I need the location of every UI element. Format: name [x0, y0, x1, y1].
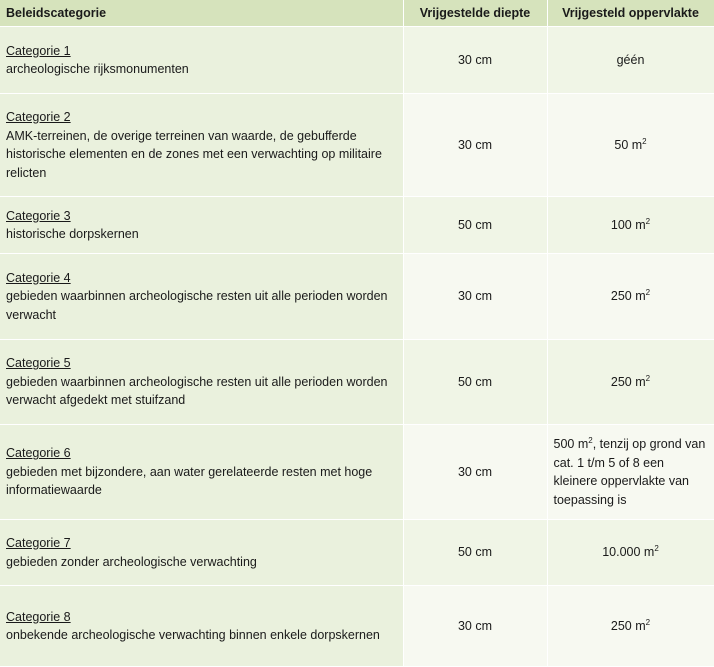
category-title: Categorie 5 — [6, 356, 71, 371]
depth-value: 30 cm — [457, 618, 493, 633]
category-title: Categorie 1 — [6, 43, 71, 58]
table-row — [0, 340, 714, 425]
table-row — [0, 425, 714, 520]
area-value: 50 m — [614, 137, 643, 152]
category-title: Categorie 6 — [6, 446, 71, 461]
category-title: Categorie 4 — [6, 270, 71, 285]
area-cell — [547, 254, 714, 340]
category-description: archeologische rijksmonumenten — [6, 62, 189, 76]
area-value: 250 m — [610, 618, 646, 633]
category-cell — [0, 27, 403, 94]
depth-value: 30 cm — [457, 52, 493, 67]
table-row — [0, 586, 714, 667]
depth-cell — [403, 425, 547, 520]
table-row — [0, 197, 714, 254]
category-cell — [0, 425, 403, 520]
depth-value: 50 cm — [457, 374, 493, 389]
area-cell — [547, 340, 714, 425]
category-description: gebieden waarbinnen archeologische resten uit alle perioden worden verwacht — [6, 289, 388, 322]
area-unit-superscript: 2 — [588, 436, 593, 445]
area-value: 10.000 m — [602, 545, 655, 560]
category-title: Categorie 2 — [6, 110, 71, 124]
category-cell — [0, 254, 403, 340]
area-value: géén — [616, 52, 645, 67]
depth-cell — [403, 520, 547, 586]
area-unit-superscript: 2 — [645, 216, 651, 226]
table-header-row — [0, 0, 714, 27]
category-description: gebieden waarbinnen archeologische resten uit alle perioden worden verwacht afgedekt met stuifzand — [6, 374, 388, 408]
area-unit-superscript: 2 — [642, 136, 647, 146]
depth-value: 50 cm — [457, 217, 493, 232]
category-cell — [0, 340, 403, 425]
area-cell — [547, 197, 714, 254]
category-title: Categorie 8 — [6, 609, 71, 624]
area-unit-superscript: 2 — [645, 288, 651, 298]
depth-cell — [403, 254, 547, 340]
depth-cell — [403, 27, 547, 94]
area-unit-superscript: 2 — [645, 617, 651, 627]
area-value: 250 m — [610, 289, 646, 304]
header-depth: Vrijgestelde diepte — [403, 0, 547, 27]
category-title: Categorie 3 — [6, 208, 71, 223]
area-cell — [547, 94, 714, 197]
table-row — [0, 254, 714, 340]
area-condition: , tenzij op grond van cat. 1 t/m 5 of 8 een kleinere oppervlakte van toepassing is — [553, 437, 706, 507]
category-description: gebieden met bijzondere, aan water gerelateerde resten met hoge informatiewaarde — [6, 464, 373, 498]
category-description: gebieden zonder archeologische verwachting — [6, 554, 257, 569]
category-title: Categorie 7 — [6, 536, 71, 550]
depth-value: 30 cm — [457, 289, 493, 304]
category-cell — [0, 520, 403, 586]
category-description: onbekende archeologische verwachting binnen enkele dorpskernen — [6, 628, 380, 642]
header-area: Vrijgesteld oppervlakte — [547, 0, 714, 27]
area-unit-superscript: 2 — [645, 373, 651, 383]
table-row — [0, 520, 714, 586]
table-row — [0, 94, 714, 197]
depth-value: 30 cm — [457, 137, 493, 152]
area-cell — [547, 425, 714, 520]
category-cell — [0, 94, 403, 197]
depth-value: 50 cm — [457, 545, 493, 560]
header-category: Beleidscategorie — [0, 0, 403, 27]
category-cell — [0, 197, 403, 254]
area-value: 500 m — [553, 437, 589, 451]
area-value: 250 m — [610, 374, 646, 389]
depth-cell — [403, 340, 547, 425]
category-description: AMK-terreinen, de overige terreinen van waarde, de gebufferde historische elementen en de zones met een verwachting op militaire relicten — [6, 128, 382, 180]
area-cell — [547, 586, 714, 667]
depth-cell — [403, 586, 547, 667]
area-unit-superscript: 2 — [654, 544, 659, 554]
depth-cell — [403, 94, 547, 197]
area-value: 100 m — [610, 217, 646, 232]
area-cell — [547, 520, 714, 586]
category-cell — [0, 586, 403, 667]
depth-value: 30 cm — [457, 464, 493, 479]
table-row — [0, 27, 714, 94]
area-cell — [547, 27, 714, 94]
depth-cell — [403, 197, 547, 254]
category-description: historische dorpskernen — [6, 227, 139, 241]
